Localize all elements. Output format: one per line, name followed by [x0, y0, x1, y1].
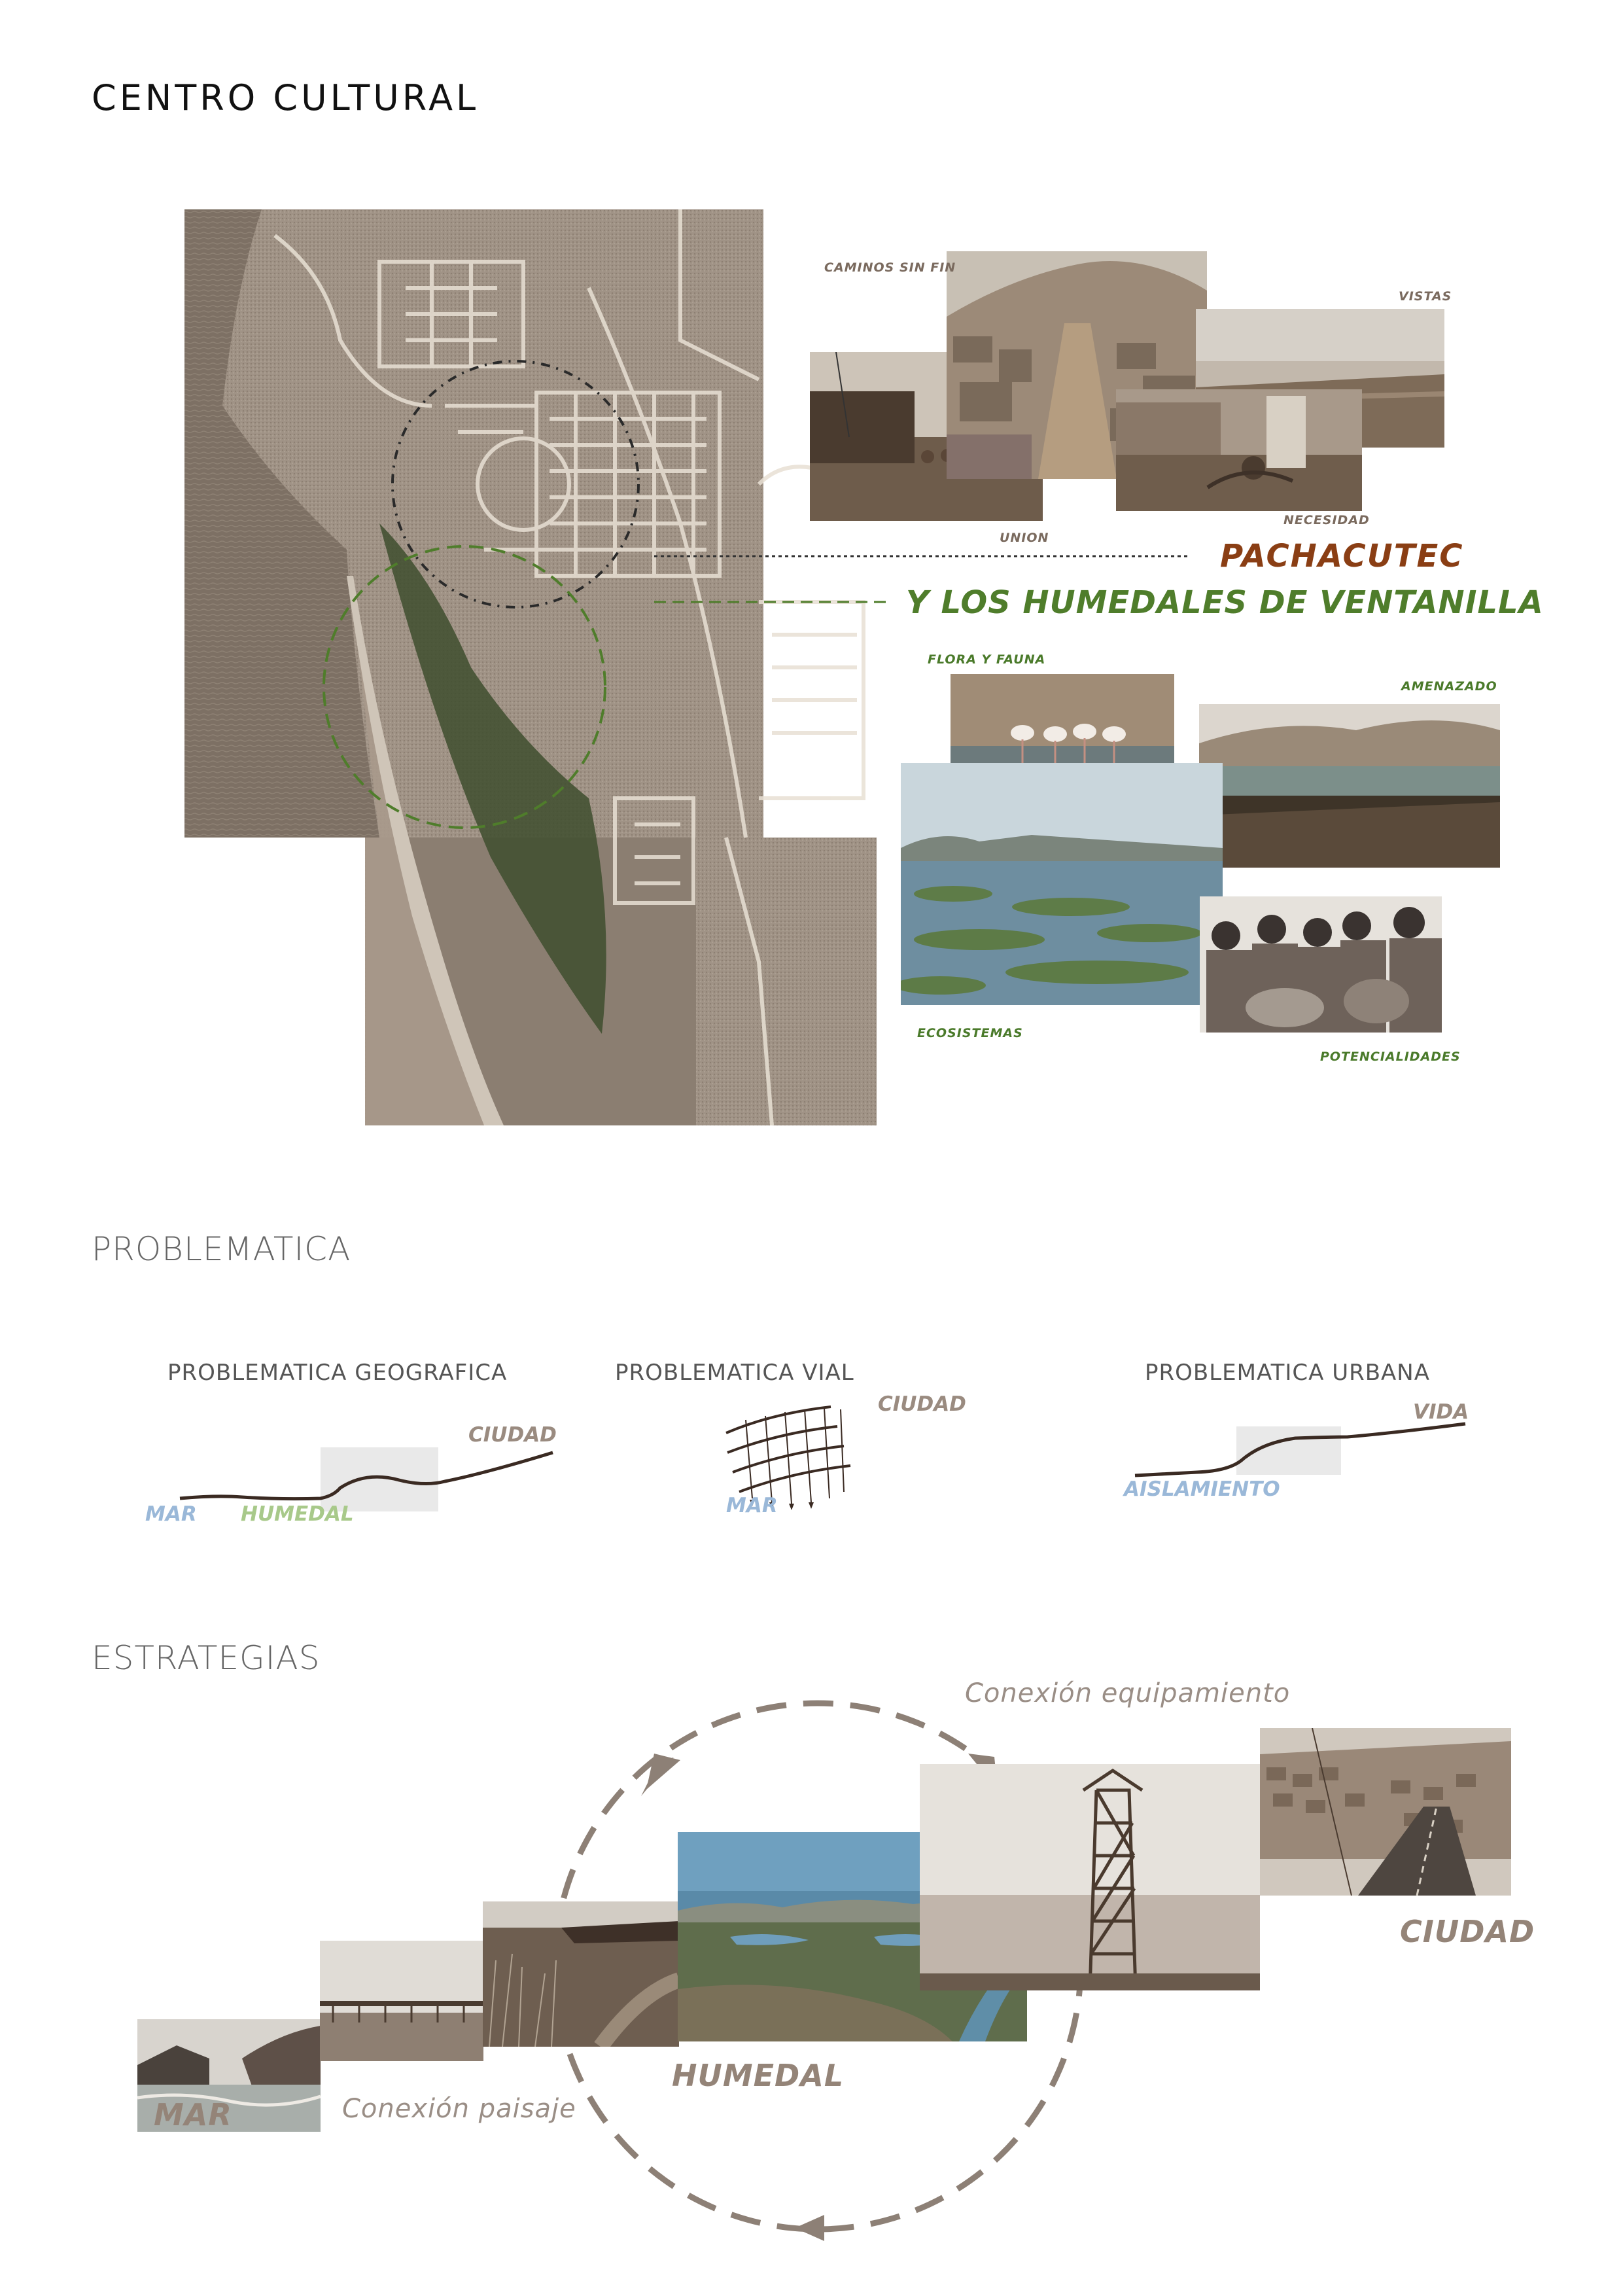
photo-potencialidades: [1200, 896, 1442, 1033]
label-conexion-equipamiento: Conexión equipamiento: [965, 1678, 1291, 1708]
word-ciudad: CIUDAD: [1400, 1914, 1535, 1949]
label-potencialidades: POTENCIALIDADES: [1320, 1050, 1461, 1064]
headline-pachacutec: PACHACUTEC: [1220, 538, 1464, 574]
photo-pier: [320, 1941, 483, 2061]
word-vial-mar: MAR: [726, 1494, 778, 1517]
photo-amenazado: [1199, 704, 1500, 868]
page-title: CENTRO CULTURAL: [92, 77, 480, 118]
aerial-map: [183, 209, 877, 1125]
photo-necesidad: [1116, 389, 1362, 511]
label-vistas: VISTAS: [1399, 289, 1452, 304]
photo-tower: [920, 1764, 1260, 1990]
label-necesidad: NECESIDAD: [1283, 513, 1370, 527]
label-conexion-paisaje: Conexión paisaje: [342, 2094, 576, 2124]
diagram-geografica: [177, 1439, 556, 1518]
word-vial-ciudad: CIUDAD: [878, 1392, 966, 1416]
label-union: UNION: [1000, 531, 1049, 545]
subtitle-geografica: PROBLEMATICA GEOGRAFICA: [167, 1360, 508, 1386]
word-geo-mar: MAR: [145, 1502, 197, 1526]
word-humedal: HUMEDAL: [672, 2058, 845, 2093]
label-flora: FLORA Y FAUNA: [928, 652, 1046, 667]
label-caminos: CAMINOS SIN FIN: [824, 260, 956, 275]
label-amenazado: AMENAZADO: [1401, 679, 1497, 694]
section-estrategias: ESTRATEGIAS: [92, 1639, 321, 1677]
word-urbana-vida: VIDA: [1413, 1400, 1469, 1424]
section-problematica: PROBLEMATICA: [92, 1230, 351, 1268]
word-urbana-aislamiento: AISLAMIENTO: [1124, 1477, 1280, 1501]
subtitle-urbana: PROBLEMATICA URBANA: [1145, 1360, 1430, 1386]
word-geo-ciudad: CIUDAD: [468, 1423, 557, 1447]
photo-ecosistemas: [901, 763, 1223, 1005]
word-mar: MAR: [154, 2097, 232, 2132]
subtitle-vial: PROBLEMATICA VIAL: [615, 1360, 854, 1386]
word-geo-humedal: HUMEDAL: [241, 1502, 354, 1526]
photo-city: [1260, 1728, 1511, 1896]
label-ecosistemas: ECOSISTEMAS: [917, 1026, 1023, 1040]
photo-marsh-bridge: [483, 1901, 679, 2047]
headline-humedales: Y LOS HUMEDALES DE VENTANILLA: [906, 584, 1544, 621]
